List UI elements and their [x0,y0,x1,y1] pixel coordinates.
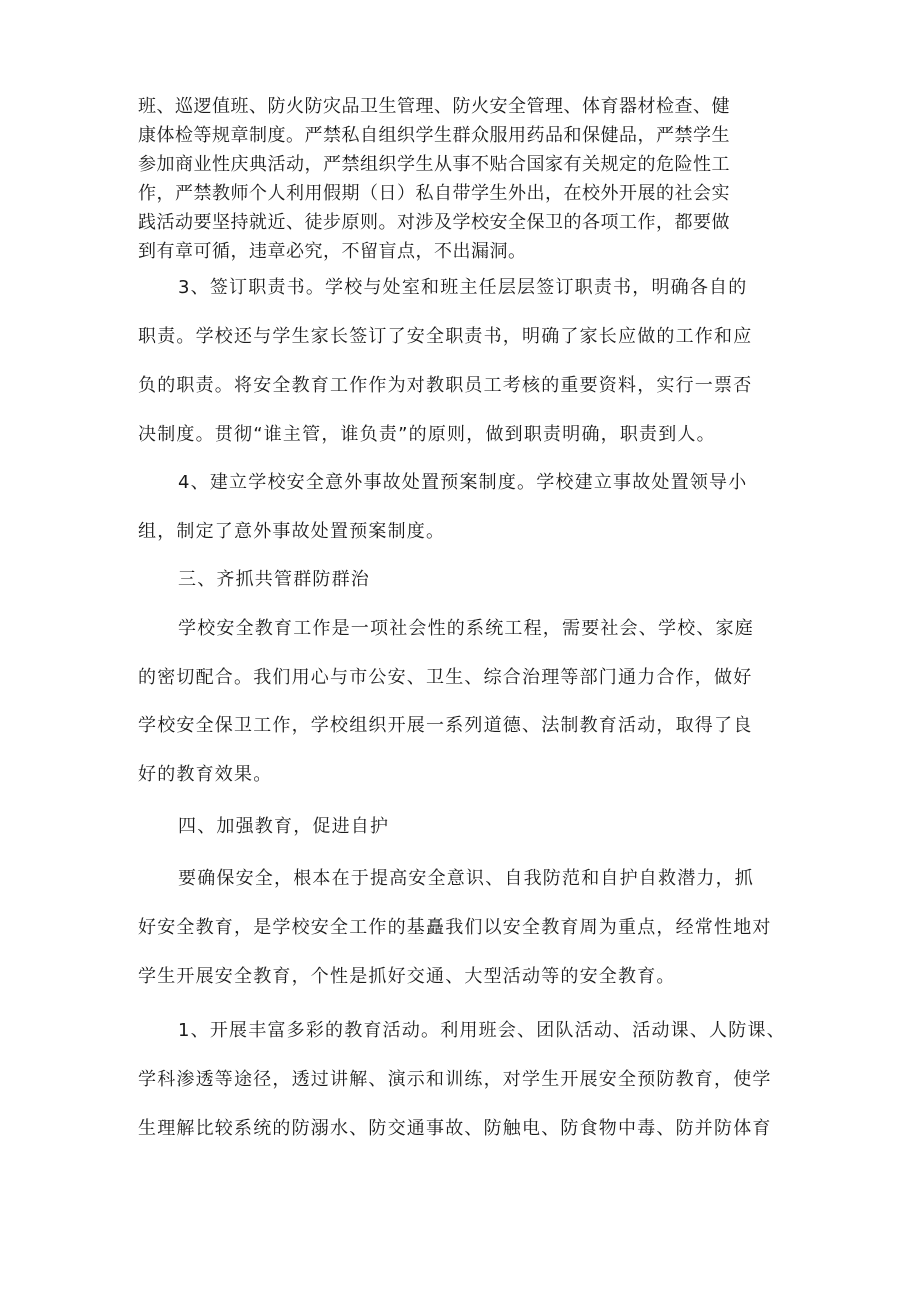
section4-line: 要确保安全，根本在于提高安全意识、自我防范和自护自救潜力，抓 [178,868,754,889]
item1-line: 生理解比较系统的防溺水、防交通事故、防触电、防食物中毒、防并防体育 [138,1118,772,1139]
item4-line: 组，制定了意外事故处置预案制度。 [138,521,446,542]
section4-heading: 四、加强教育，促进自护 [178,816,390,837]
paragraph-line: 参加商业性庆典活动，严禁组织学生从事不贴合国家有关规定的危险性工 [138,154,730,175]
item4-line: 4、建立学校安全意外事故处置预案制度。学校建立事故处置领导小 [178,472,748,493]
section3-line: 学校安全教育工作是一项社会性的系统工程，需要社会、学校、家庭 [178,618,754,639]
item1-line: 学科渗透等途径，透过讲解、演示和训练，对学生开展安全预防教育，使学 [138,1069,772,1090]
section3-line: 的密切配合。我们用心与市公安、卫生、综合治理等部门通力合作，做好 [138,667,753,688]
continuation-paragraph [138,92,798,266]
item3-line: 3、签订职责书。学校与处室和班主任层层签订职责书，明确各自的 [178,277,748,298]
section4-line: 学生开展安全教育，个性是抓好交通、大型活动等的安全教育。 [138,966,676,987]
item3-line: 决制度。贯彻“谁主管，谁负责”的原则，做到职责明确，职责到人。 [138,424,716,445]
section4-line: 好安全教育，是学校安全工作的基矗我们以安全教育周为重点，经常性地对 [138,917,772,938]
item1-line: 1、开展丰富多彩的教育活动。利用班会、团队活动、活动课、人防课、 [178,1020,786,1041]
paragraph-line: 康体检等规章制度。严禁私自组织学生群众服用药品和保健品，严禁学生 [138,125,730,146]
paragraph-line: 班、巡逻值班、防火防灾品卫生管理、防火安全管理、体育器材检查、健 [138,96,730,117]
paragraph-line: 作，严禁教师个人利用假期（日）私自带学生外出，在校外开展的社会实 [138,183,730,204]
section3-heading: 三、齐抓共管群防群治 [178,569,370,590]
paragraph-line: 践活动要坚持就近、徒步原则。对涉及学校安全保卫的各项工作，都要做 [138,212,730,233]
paragraph-line: 到有章可循，违章必究，不留盲点，不出漏洞。 [138,241,527,262]
section3-line: 学校安全保卫工作，学校组织开展一系列道德、法制教育活动，取得了良 [138,715,753,736]
section3-line: 好的教育效果。 [138,764,273,785]
item3-line: 职责。学校还与学生家长签订了安全职责书，明确了家长应做的工作和应 [138,326,753,347]
item3-line: 负的职责。将安全教育工作作为对教职员工考核的重要资料，实行一票否 [138,375,753,396]
